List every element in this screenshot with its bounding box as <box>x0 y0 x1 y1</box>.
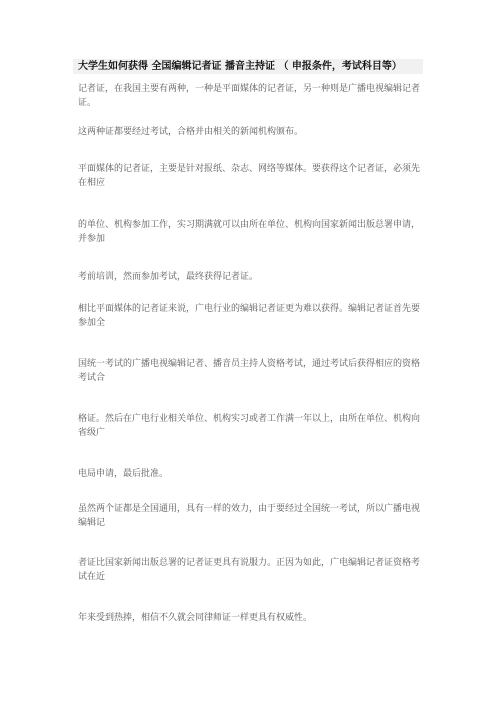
paragraph: 国统一考试的广播电视编辑记者、播音员主持人资格考试，通过考试后获得相应的资格考试合 <box>78 359 421 383</box>
paragraph: 格证。然后在广电行业相关单位、机构实习或者工作满一年以上，由所在单位、机构向省级广 <box>78 414 421 438</box>
paragraph: 的单位、机构参加工作，实习期满就可以由所在单位、机构向国家新闻出版总署申请，并参加 <box>78 220 421 244</box>
paragraph: 电局申请，最后批准。 <box>78 469 169 479</box>
paragraph: 平面媒体的记者证，主要是针对报纸、杂志、网络等媒体。要获得这个记者证，必须先在相应 <box>78 164 421 188</box>
paragraph: 相比平面媒体的记者证来说，广电行业的编辑记者证更为难以获得。编辑记者证首先要参加全 <box>78 304 421 328</box>
paragraph: 年来受到热捧，相信不久就会同律师证一样更具有权威性。 <box>78 613 313 623</box>
paragraph: 考前培训，然而参加考试，最终获得记者证。 <box>78 272 259 282</box>
paragraph: 虽然两个证都是全国通用，具有一样的效力，由于要经过全国统一考试，所以广播电视编辑记 <box>78 504 421 528</box>
paragraph: 记者证，在我国主要有两种，一种是平面媒体的记者证，另一种则是广播电视编辑记者证。 <box>78 84 421 108</box>
paragraph: 者证比国家新闻出版总署的记者证更具有说服力。正因为如此，广电编辑记者证资格考试在近 <box>78 558 421 582</box>
document-title: 大学生如何获得 全国编辑记者证 播音主持证 （ 申报条件，考试科目等） <box>78 61 402 72</box>
paragraph: 这两种证都要经过考试，合格并由相关的新闻机构颁布。 <box>78 127 304 137</box>
